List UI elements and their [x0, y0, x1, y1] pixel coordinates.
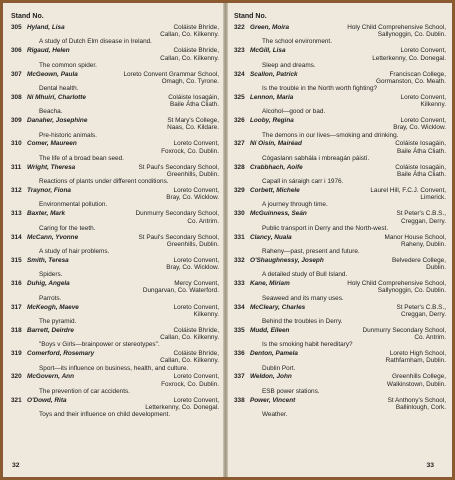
school-address	[11, 311, 219, 318]
school-address	[234, 311, 446, 318]
school-name: Dunmurry Secondary School,	[135, 210, 219, 218]
participant-name: Mudd, Eileen	[250, 326, 290, 334]
project-title: Public transport in Derry and the North-west.	[262, 224, 389, 232]
school-name: Loreto Convent,	[173, 140, 219, 148]
school-address	[234, 218, 446, 225]
entry-header-row	[11, 117, 219, 124]
project-title: The demons in our lives—smoking and drinking.	[262, 131, 399, 139]
entry-header-row	[11, 257, 219, 264]
project-title: A study of Dutch Elm disease in Ireland.	[39, 38, 152, 46]
project-title: The common spider.	[39, 61, 97, 69]
school-name: Manor House School,	[384, 233, 446, 241]
stand-number: 332	[234, 256, 245, 264]
participant-name: Clancy, Nuala	[250, 233, 292, 241]
stand-number: 311	[11, 163, 22, 171]
school-address	[11, 357, 219, 364]
school-address-line: Sallynoggin, Co. Dublin.	[377, 287, 446, 295]
school-address	[11, 381, 219, 388]
entry-header-row	[11, 140, 219, 147]
participant-name: Wright, Theresa	[27, 163, 76, 171]
school-name: Coláiste Bhríde,	[173, 47, 219, 55]
stand-number: 322	[234, 24, 245, 31]
school-address	[234, 171, 446, 178]
list-item	[11, 327, 219, 349]
school-name: St Anthony's School,	[387, 396, 446, 404]
school-name: Loreto Convent,	[173, 303, 219, 311]
school-address-line: Baile Átha Cliath.	[396, 147, 446, 155]
participant-name: Lennon, Maria	[250, 93, 294, 101]
left-page-number: 32	[12, 462, 20, 469]
list-item	[234, 140, 446, 162]
school-address-line: Foxrock, Co. Dublin.	[161, 147, 219, 155]
list-item	[11, 187, 219, 209]
school-address	[11, 218, 219, 225]
entry-header-row	[11, 47, 219, 54]
school-name: Coláiste Bhríde,	[173, 350, 219, 358]
stand-number: 328	[234, 163, 245, 171]
school-address-line: Bray, Co. Wicklow.	[166, 264, 219, 272]
entry-header-row	[234, 210, 446, 217]
participant-name: McKeogh, Maeve	[27, 303, 79, 311]
stand-number: 310	[11, 140, 22, 148]
list-item	[11, 257, 219, 279]
list-item	[11, 47, 219, 69]
participant-name: Traynor, Fiona	[27, 187, 71, 195]
project-title: Cógaslann sabhála i mbreagán páistí.	[262, 154, 370, 162]
stand-number: 307	[11, 70, 22, 78]
participant-name: Crabbhach, Aoife	[250, 163, 303, 171]
entry-header-row	[11, 164, 219, 171]
entry-header-row	[234, 327, 446, 334]
participant-name: Barrett, Deirdre	[27, 326, 74, 334]
school-address	[11, 31, 219, 38]
school-address	[234, 124, 446, 131]
entry-header-row	[234, 24, 446, 31]
school-address-line: Naas, Co. Kildare.	[167, 124, 219, 132]
school-address-line: Greenhills, Dublin.	[166, 170, 219, 178]
school-name: Mercy Convent,	[174, 280, 219, 288]
project-title: Dental health.	[39, 85, 79, 92]
participant-name: McCann, Yvonne	[27, 233, 79, 241]
school-address-line: Sallynoggin, Co. Dublin.	[377, 31, 446, 39]
school-name: Loreto Convent,	[400, 117, 446, 125]
right-page-number: 33	[426, 462, 434, 469]
participant-name: McCleary, Charles	[250, 303, 306, 311]
participant-name: McGill, Lisa	[250, 47, 286, 55]
school-address	[11, 171, 219, 178]
project-title: ESB power stations.	[262, 387, 320, 395]
school-name: St Paul's Secondary School,	[138, 163, 219, 171]
school-address-line: Creggan, Derry.	[401, 310, 446, 318]
list-item	[234, 210, 446, 232]
participant-name: Duhig, Angela	[27, 280, 70, 288]
entry-header-row	[11, 350, 219, 357]
project-title: The life of a broad bean seed.	[39, 154, 124, 162]
school-address-line: Letterkenny, Co. Donegal.	[145, 403, 219, 411]
school-address-line: Kilkenny.	[420, 101, 446, 109]
list-item	[234, 397, 446, 419]
school-address-line: Callan, Co. Kilkenny.	[160, 54, 219, 62]
project-title: Raheny—past, present and future.	[262, 248, 360, 256]
school-address	[234, 404, 446, 411]
project-title: Dublin Port.	[262, 364, 296, 372]
stand-number: 336	[234, 350, 245, 358]
list-item	[234, 94, 446, 116]
stand-number: 324	[234, 70, 245, 78]
entry-header-row	[11, 210, 219, 217]
entry-header-row	[11, 24, 219, 31]
project-title: Is the smoking habit hereditary?	[262, 341, 353, 349]
stand-number: 323	[234, 47, 245, 55]
school-address-line: Raheny, Dublin.	[401, 240, 446, 248]
entry-header-row	[234, 117, 446, 124]
participant-name: Green, Moira	[250, 24, 290, 31]
list-item	[11, 117, 219, 139]
project-title: Environmental pollution.	[39, 201, 108, 209]
project-title: Toys and their influence on child development.	[39, 411, 171, 419]
project-title: "Boys v Girls—brainpower or stereotypes".	[39, 341, 160, 349]
stand-number: 305	[11, 24, 22, 31]
list-item	[11, 350, 219, 372]
school-name: Loreto Convent,	[173, 373, 219, 381]
entry-header-row	[234, 71, 446, 78]
school-address	[234, 264, 446, 271]
school-name: Greenhills College,	[392, 373, 446, 381]
entry-header-row	[234, 140, 446, 147]
entry-header-row	[234, 280, 446, 287]
participant-name: McGovern, Ann	[27, 373, 74, 381]
entry-header-row	[11, 304, 219, 311]
project-title: Beacha.	[39, 108, 63, 116]
entry-header-row	[11, 94, 219, 101]
participant-name: McGeown, Paula	[27, 70, 78, 78]
school-address	[11, 194, 219, 201]
entry-header-row	[234, 94, 446, 101]
school-address	[11, 55, 219, 62]
stand-number-header: Stand No.	[11, 13, 44, 20]
list-item	[11, 373, 219, 395]
school-address-line: Walkinstown, Dublin.	[386, 380, 446, 388]
entry-header-row	[234, 257, 446, 264]
school-address	[234, 101, 446, 108]
list-item	[234, 187, 446, 209]
entry-header-row	[234, 47, 446, 54]
project-title: Seaweed and its many uses.	[262, 294, 344, 302]
school-name: Coláiste Iosagáin,	[395, 163, 446, 171]
school-name: Laurel Hill, F.C.J. Convent,	[370, 187, 446, 195]
participant-name: Corbett, Michele	[250, 187, 300, 195]
school-address	[234, 357, 446, 364]
entry-header-row	[11, 187, 219, 194]
project-title: Behind the troubles in Derry.	[262, 317, 343, 325]
school-name: Coláiste Iosagáin,	[395, 140, 446, 148]
participant-name: Baxter, Mark	[27, 210, 66, 218]
school-address	[234, 78, 446, 85]
project-title: Spiders.	[39, 271, 63, 279]
school-name: Holy Child Comprehensive School,	[347, 280, 446, 288]
school-address-line: Co. Antrim.	[414, 334, 446, 342]
school-name: Coláiste Bhríde,	[173, 326, 219, 334]
school-name: Loreto Convent Grammar School,	[123, 70, 219, 78]
entry-header-row	[234, 373, 446, 380]
school-address	[234, 194, 446, 201]
school-address	[11, 264, 219, 271]
list-item	[234, 71, 446, 93]
list-item	[234, 117, 446, 139]
school-address-line: Omagh, Co. Tyrone.	[161, 77, 219, 85]
school-name: St Paul's Secondary School,	[138, 233, 219, 241]
school-address-line: Creggan, Derry.	[401, 217, 446, 225]
project-title: A detailed study of Bull Island.	[262, 271, 348, 279]
entry-header-row	[11, 234, 219, 241]
participant-name: Rigaud, Helen	[27, 47, 70, 55]
list-item	[11, 280, 219, 302]
school-address	[11, 404, 219, 411]
school-address-line: Baile Átha Cliath.	[169, 101, 219, 109]
entry-header-row	[11, 71, 219, 78]
stand-number: 331	[234, 233, 245, 241]
stand-number: 329	[234, 187, 245, 195]
school-name: Loreto Convent,	[173, 187, 219, 195]
participant-name: Scallon, Patrick	[250, 70, 298, 78]
participant-name: Power, Vincent	[250, 396, 296, 404]
project-title: Reactions of plants under different conditions.	[39, 178, 169, 186]
participant-name: Kane, Miriam	[250, 280, 290, 288]
project-title: Is the trouble in the North worth fighting?	[262, 85, 378, 92]
participant-name: McGuinness, Seán	[250, 210, 307, 218]
participant-name: Ní Mhuirí, Charlotte	[27, 93, 86, 101]
project-title: Sport—its influence on business, health, and culture.	[39, 364, 189, 372]
school-address-line: Bray, Co. Wicklow.	[393, 124, 446, 132]
stand-number: 333	[234, 280, 245, 288]
entry-header-row	[11, 280, 219, 287]
entry-header-row	[234, 164, 446, 171]
school-name: St Mary's College,	[167, 117, 219, 125]
school-address-line: Foxrock, Co. Dublin.	[161, 380, 219, 388]
participant-name: Comer, Maureen	[27, 140, 77, 148]
list-item	[234, 373, 446, 395]
participant-name: O'Dowd, Rita	[27, 396, 67, 404]
school-address	[11, 101, 219, 108]
school-address	[11, 334, 219, 341]
list-item	[11, 24, 219, 46]
school-address	[234, 55, 446, 62]
stand-number: 313	[11, 210, 22, 218]
left-page	[3, 3, 223, 477]
school-name: Loreto Convent,	[400, 93, 446, 101]
stand-number: 327	[234, 140, 245, 148]
school-name: Dunmurry Secondary School,	[362, 326, 446, 334]
school-address	[234, 148, 446, 155]
entry-header-row	[11, 327, 219, 334]
participant-name: Danaher, Josephine	[27, 117, 88, 125]
school-address-line: Limerick.	[420, 194, 446, 202]
project-title: Weather.	[262, 411, 288, 419]
school-address-line: Co. Antrim.	[187, 217, 219, 225]
participant-name: O'Shaughnessy, Joseph	[250, 256, 324, 264]
school-address-line: Bray, Co. Wicklow.	[166, 194, 219, 202]
list-item	[234, 257, 446, 279]
project-title: A study of hair problems.	[39, 248, 110, 256]
list-item	[11, 397, 219, 419]
school-address	[234, 241, 446, 248]
school-name: St Peter's C.B.S.,	[396, 303, 446, 311]
school-address-line: Gormanston, Co. Meath.	[376, 77, 446, 85]
entry-header-row	[234, 304, 446, 311]
stand-number: 315	[11, 256, 22, 264]
stand-number: 308	[11, 93, 22, 101]
school-address-line: Ballinlough, Cork.	[395, 403, 446, 411]
school-address	[11, 148, 219, 155]
school-name: Loreto Convent,	[173, 256, 219, 264]
school-address	[234, 31, 446, 38]
list-item	[234, 47, 446, 69]
participant-name: Comerford, Rosemary	[27, 350, 95, 358]
stand-number: 321	[11, 396, 22, 404]
school-address-line: Callan, Co. Kilkenny.	[160, 31, 219, 39]
school-name: Coláiste Iosagáin,	[168, 93, 219, 101]
stand-number: 317	[11, 303, 22, 311]
school-address-line: Letterkenny, Co. Donegal.	[372, 54, 446, 62]
stand-number: 309	[11, 117, 22, 125]
participant-name: Denton, Pamela	[250, 350, 298, 358]
left-entry-list	[11, 24, 219, 418]
list-item	[11, 71, 219, 93]
stand-number: 312	[11, 187, 22, 195]
entry-header-row	[234, 350, 446, 357]
stand-number: 335	[234, 326, 245, 334]
school-address	[234, 287, 446, 294]
stand-number: 306	[11, 47, 22, 55]
entry-header-row	[11, 397, 219, 404]
stand-number: 338	[234, 396, 245, 404]
participant-name: Smith, Teresa	[27, 256, 69, 264]
entry-header-row	[234, 234, 446, 241]
school-address-line: Dublin.	[426, 264, 446, 272]
school-address	[234, 381, 446, 388]
participant-name: Hyland, Lisa	[27, 24, 65, 31]
list-item	[234, 234, 446, 256]
project-title: Parrots.	[39, 294, 62, 302]
list-item	[234, 280, 446, 302]
list-item	[11, 304, 219, 326]
list-item	[234, 24, 446, 46]
participant-name: Looby, Regina	[250, 117, 294, 125]
stand-number: 326	[234, 117, 245, 125]
list-item	[11, 210, 219, 232]
entry-header-row	[11, 373, 219, 380]
stand-number: 319	[11, 350, 22, 358]
project-title: Caring for the teeth.	[39, 224, 96, 232]
participant-name: Weldon, John	[250, 373, 292, 381]
entry-header-row	[234, 187, 446, 194]
project-title: Pre-historic animals.	[39, 131, 97, 139]
school-address-line: Baile Átha Cliath.	[396, 170, 446, 178]
project-title: A journey through time.	[262, 201, 328, 209]
school-address	[234, 334, 446, 341]
list-item	[234, 350, 446, 372]
school-name: Loreto Convent,	[173, 396, 219, 404]
right-entry-list	[234, 24, 446, 418]
stand-number: 334	[234, 303, 245, 311]
right-page	[228, 3, 452, 477]
list-item	[11, 94, 219, 116]
school-address-line: Dungarvan, Co. Waterford.	[142, 287, 219, 295]
list-item	[11, 234, 219, 256]
project-title: Capall in sáraigh carr i 1976.	[262, 178, 344, 186]
project-title: Alcohol—good or bad.	[262, 108, 326, 116]
school-name: Franciscan College,	[389, 70, 446, 78]
stand-number: 318	[11, 326, 22, 334]
school-name: Holy Child Comprehensive School,	[347, 24, 446, 31]
school-name: Loreto High School,	[389, 350, 446, 358]
project-title: The prevention of car accidents.	[39, 387, 130, 395]
stand-number: 325	[234, 93, 245, 101]
school-address-line: Callan, Co. Kilkenny.	[160, 357, 219, 365]
school-name: Loreto Convent,	[400, 47, 446, 55]
school-address-line: Kilkenny.	[193, 310, 219, 318]
list-item	[11, 140, 219, 162]
project-title: The school environment.	[262, 38, 332, 46]
school-address	[11, 241, 219, 248]
school-address-line: Greenhills, Dublin.	[166, 240, 219, 248]
entry-header-row	[234, 397, 446, 404]
school-name: Belvedere College,	[392, 256, 446, 264]
list-item	[234, 304, 446, 326]
participant-name: Ní Oisín, Mairéad	[250, 140, 302, 148]
school-address	[11, 287, 219, 294]
stand-number: 330	[234, 210, 245, 218]
stand-number: 337	[234, 373, 245, 381]
stand-number: 316	[11, 280, 22, 288]
school-address	[11, 124, 219, 131]
school-name: St Peter's C.B.S.,	[396, 210, 446, 218]
list-item	[11, 164, 219, 186]
school-name: Coláiste Bhríde,	[173, 24, 219, 31]
school-address	[11, 78, 219, 85]
project-title: Sleep and dreams.	[262, 61, 316, 69]
project-title: The pyramid.	[39, 317, 77, 325]
stand-number-header: Stand No.	[234, 13, 267, 20]
stand-number: 314	[11, 233, 22, 241]
stand-number: 320	[11, 373, 22, 381]
list-item	[234, 164, 446, 186]
list-item	[234, 327, 446, 349]
school-address-line: Rathfarnham, Dublin.	[385, 357, 446, 365]
school-address-line: Callan, Co. Kilkenny.	[160, 334, 219, 342]
